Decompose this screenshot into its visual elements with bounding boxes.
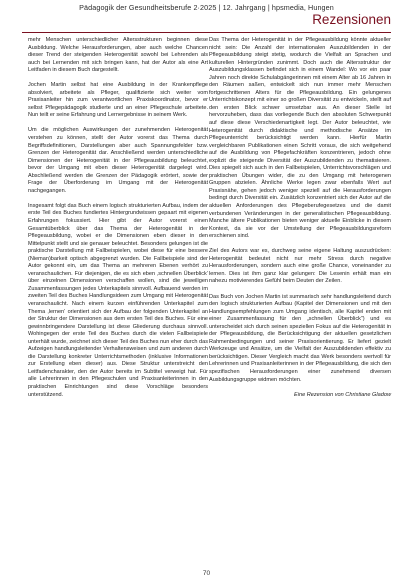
right-column (209, 37, 391, 399)
page-header (0, 0, 413, 30)
review-signature: Eine Rezension von Christiane Gladow (293, 391, 391, 398)
header-rule (22, 32, 391, 33)
paragraph: Ziel des Autors war es, durchweg seine eigene Haltung auszudrücken: Heterogenität bedeutet nicht nur mehr Stress durch negative Herausforderungen, sondern auch eine große Chance, voneinander zu lernen. Dies ist ihm ganz klar gelungen: Die Lesenin erhält man ein nahezu motivierendes Gefühl beim Deuten der Zeilen. (209, 248, 391, 285)
section-title: Rezensionen (312, 12, 391, 27)
page-number: 70 (202, 570, 211, 577)
left-column (28, 37, 208, 407)
paragraph: Insgesamt folgt das Buch einem logisch strukturierten Aufbau, indem der erste Teil des Buches fundiertes Hintergrundwissen gepaart mit eigenen Erfahrungen fokussiert. Hier gibt der Autor vorerst einen Gesamtüberblick über das Thema der Heterogenität in der Pflegeausbildung, wobei er die Dimensionen eben dieser in den Mittelpunkt stellt und sie genauer beleuchtet. Besonders gelungen ist die praktische Darstellung mit Fallbeispielen, wobei diese für eine bessere (Nieman)barkeit optisch abgegrenzt wurden. Die Fallbeispiele sind der Autor gekonnt ein, um das Thema an mehreren Ebenen verhört zu veranschaulichen. Für diejenigen, die es sich eben ‚schnellen Überblick‘ über einzelnen Dimensionen verschaffen wollen, sind die jeweiligen Zusammenfassungen jedes Unterkapitels sinnvoll. Aufbauend werden im zweiten Teil des Buches Handlungsideen zum Umgang mit Heterogenität veranschaulicht. Nach einem kurzen einführenden Unterkapitel zum Thema ‚lernen‘ orientiert sich der Aufbau der folgenden Unterkapitel an der Struktur der Dimensionen aus dem ersten Teil des Buches. Für eine gewinnbringendere Darstellung ist diese Gliederung durchaus sinnvoll. Wohingegen der erste Teil des Buches durch die vielen Fallbeispiele unterhält wurde, zeichnet sich dieser Teil des Buches nun eher durch das Aufzeigen handlungsleitender Verhaltensweisen und zum anderen durch die Darstellung konkreter Unterrichtsmethoden (inklusive Informationen zur Erstellung eben dieser) aus. Diese Struktur unterstreicht den Leitfadencharakter, den der Autor bereits im Subtitel verweigt hat. Für alle Lehrerinnen in den Pflegeschulen und Praxisanleiterinnen in den praktischen Einrichtungen sind diese Vorschläge besonders unterstützend. (28, 202, 208, 398)
paragraph: Um die möglichen Auswirkungen der zunehmenden Heterogenität verstehen zu können, stellt der Autor vorerst das Thema durch Begriffsdefinitionen, Darstellungen aber auch Spannungsfelder bzw. Grenzen der Heterogenität dar. Anschließend werden unterschiedliche Dimensionen der Heterogenität in der Pflegeausbildung beleuchtet, bevor der Umgang mit eben dieser Heterogenität dargelegt wird. Abschließend werden die Grenzen der Pädagogik erörtert, sowie der Frage der Überforderung im Umgang mit der Heterogenität nachgegangen. (28, 127, 208, 194)
paragraph: Das Buch von Jochen Martin ist summarisch sehr handlungsleitend durch den logisch strukturierten Aufbau (Kapitel der Dimensionen und mit den Handlungsempfehlungen zum Umgang identisch, alle Kapitel enden mit einer Zusammenfassung für den „schnellen Überblick“) und es unterscheidet sich durch seinen speziellen Fokus auf die Heterogenität in der Pflegeausbildung, die Berücksichtigung der aktuellen gesetzlichen Rahmenbedingungen und seiner Praxisorientierung. Er liefert gezielt Werkzeuge und Ansätze, um die Vielfalt der Auszubildenden effektiv zu berücksichtigen. Dieser Vergleich macht das Werk besonders wertvoll für Lehrerinnen und Praxisanleiterinnen in der Pflegeausbildung, die sich den spezifischen Herausforderungen einer zunehmend diversen Ausbildungsgruppe widmen möchten. (209, 293, 391, 383)
paragraph: Das Thema der Heterogenität in der Pflegeausbildung könnte aktueller nicht sein: Die Anzahl der internationalen Auszubildenden in der Pflegeausbildung steigt stetig, wodurch die Vielfalt an Sprachen und kulturellen Hintergründen zunimmt. Doch auch die Altersstruktur der Auszubildungsklassen befindet sich in einem Wandel: Wo vor ein paar Jahren noch direkte Schulabgängerinnen mit einem Alter ab 16 Jahren in den Räumen saßen, entwickelt sich nun immer mehr Menschen fortgeschrittenen Alters für die Pflegeausbildung. Ein gelungenes Unterrichtskonzept mit einer so großen Diversität zu entwickeln, stellt auf den ersten Blick schwer umsetzbar aus. An dieser Stelle ist hervorzuheben, dass das vorliegende Buch den absoluten Schwerpunkt auf diese diese Verschiedenartigkeit legt. Der Autor beleuchtet, wie Heterogenität durch didaktische und methodische Ansätze im Pflegeunterricht berücksichtigt werden kann. Hierfür Martin vergleichbaren Publikationen einen Schritt voraus, die sich weitgehend auf die Ausbildung von Pflegefachkräften konzentrieren, jedoch ohne explizit die steigende Diversität der Auszubildenden zu thematisieren. Dies spiegelt sich auch in den Fallbeispielen, Unterrichtsvorschlägen und praktischen Übungen wider, die zu den Umgang mit heterogenen Gruppen abzielen. Ähnliche Werke legen zwar ebenfalls Wert auf Praxisnähe, gehen jedoch weniger speziell auf die Herausforderungen bedingt durch Diversität ein. Zusätzlich konzentriert sich der Autor auf die aktuellen Anforderungen des Pflegeberufegesetzes und die damit verbundenen Veränderungen in der generalistischen Pflegeausbildung. Manche ältere Publikationen bieten weniger aktuelle Einblicke in diesem Kontext, da sie vor der Umstellung der Pflegeausbildungsreform erschienen sind. (209, 37, 391, 240)
journal-info: Pädagogik der Gesundheitsberufe 2·2025 | 12. Jahrgang | hpsmedia, Hungen (79, 3, 334, 12)
paragraph: Jochen Martin selbst hat eine Ausbildung in der Krankenpflege absolviert, arbeitete als Pfleger, qualifizierte sich weiter vom Praxisanleiter hin zum verantwortlichen Praxiskoordinator, bevor er selbst Pflegepädagogik studierte und an einer Pflegeschule arbeitete. Nun teilt er seine Erfahrung und Lernergebnisse in seinem Werk. (28, 82, 208, 119)
paragraph: mehr Menschen unterschiedlicher Altersstrukturen beginnen diese Ausbildung. Welche Herausforderungen, aber auch welche Chancen dieser Trend der steigenden Heterogenität sowohl bei Lehrenden als auch bei Lernenden mit sich bringen kann, hat der Autor als eine Art Leitfaden in diesem Buch dargestellt. (28, 37, 208, 74)
